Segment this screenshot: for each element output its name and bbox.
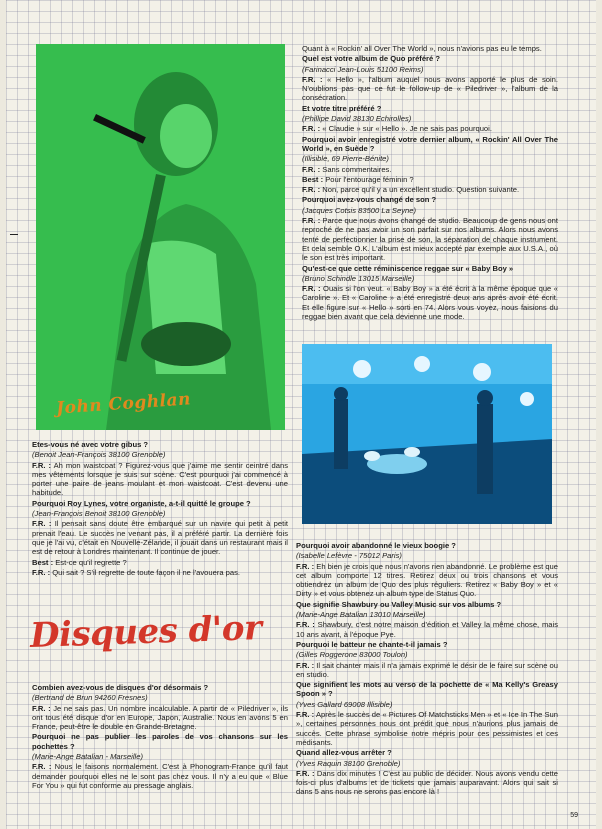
reader-question: Pourquoi avoir abandonné le vieux boogie ? — [296, 541, 456, 550]
answer-text: Eh bien je crois que nous n'avons rien abandonné. Le problème est que cet album comporte 12 titres. Retirez deux ou trois chansons et vous obtiendrez un album de Quo des plus réguliers. Retirez « Baby Boy » et « Dirty » et vous obtenez un album type de Status Quo. — [296, 561, 559, 599]
column-right-bottom — [296, 541, 558, 798]
reader-name: (Gilles Roggerone 83000 Toulon) — [296, 650, 408, 660]
answer-text: Pour l'entourage féminin ? — [323, 174, 414, 184]
answer-paragraph — [296, 769, 558, 797]
answer-paragraph — [32, 461, 288, 498]
answer-text: Est-ce qu'il regrette ? — [53, 557, 127, 567]
answer-text: Sans commentaires. — [320, 164, 392, 174]
reader-question: Pourquoi le batteur ne chante-t-il jamais ? — [296, 639, 448, 649]
reader-question: Quel est votre album de Quo préféré ? — [302, 54, 440, 64]
answer-paragraph — [302, 165, 558, 174]
answer-paragraph — [302, 185, 558, 194]
reader-name: (Farinacci Jean-Louis 51100 Reims) — [302, 64, 424, 74]
page-number: 59 — [570, 812, 578, 819]
photo-caption: John Coghlan — [55, 389, 192, 419]
reader-question: Pourquoi ne pas publier les paroles de vos chansons sur les pochettes ? — [32, 732, 288, 751]
reader-name: (Marie-Ange Batalian - Marseille) — [32, 752, 143, 762]
reader-name: (Jacques Cotsis 83500 La Seyne) — [302, 205, 416, 215]
reader-name: (Marie-Ange Batalian 13010 Marseille) — [296, 610, 426, 620]
speaker-label: F.R. : — [302, 164, 321, 174]
answer-paragraph — [32, 762, 288, 790]
speaker-label: F.R. : — [32, 567, 51, 577]
column-left-bottom — [32, 683, 288, 791]
answer-paragraph — [302, 75, 558, 103]
reader-name: (Jean-François Benoit 38100 Grenoble) — [32, 509, 166, 519]
speaker-label: F.R. : — [302, 185, 321, 195]
answer-text: Après le succès de « Pictures Of Matchsticks Men » et « Ice In The Sun », certaines personnes nous ont prédit que nous n'aurions plus jamais de succès. Cette phrase symbolise notre mépris pour ces pessimistes et ces médisants. — [296, 710, 559, 747]
answer-text: Il sait chanter mais il n'a jamais exprimé le désir de le faire sur scène ou en studio. — [296, 660, 559, 679]
answer-paragraph — [302, 284, 558, 321]
answer-paragraph — [296, 710, 558, 747]
reader-question: Pourquoi Roy Lynes, votre organiste, a-t-il quitté le groupe ? — [32, 498, 251, 508]
answer-text: « Hello », l'album auquel nous avons apporté le plus de soin. N'oublions pas que ce fut le follow-up de « Piledriver », l'album de la consécration. — [302, 74, 558, 103]
photo-john-coghlan — [36, 44, 285, 430]
speaker-label: F.R. : — [296, 768, 315, 778]
answer-text: Il pensait sans doute être embarqué sur un navire qui petit à petit prenait l'eau. Le succès ne venant pas, il a préféré partir. La dernière fois que je l'ai vu, c'était en Nouvelle-Zélande, il jouait dans un restaurant mais il est de retour à Londres maintenant. Il continue de jouer. — [32, 519, 288, 557]
reader-question: Et votre titre préféré ? — [302, 103, 382, 113]
answer-text: Qui sait ? S'il regrette de toute façon il ne l'avouera pas. — [50, 567, 241, 577]
answer-paragraph — [32, 704, 288, 732]
speaker-label: F.R. : — [296, 710, 315, 720]
photo-concert — [302, 344, 552, 524]
answer-text: Non, parce qu'il y a un excellent studio. Question suivante. — [320, 185, 520, 195]
column-right-top — [302, 44, 558, 322]
reader-question: Etes-vous né avec votre gibus ? — [32, 440, 149, 449]
magazine-page — [6, 0, 596, 829]
speaker-label: F.R. : — [32, 460, 52, 470]
margin-mark — [10, 234, 18, 235]
speaker-label: F.R. : — [296, 561, 315, 571]
answer-paragraph — [296, 620, 558, 639]
reader-name: (Yves Gallard 69008 Illisible) — [296, 699, 393, 709]
reader-question: Quand allez-vous arrêter ? — [296, 748, 392, 758]
reader-name: (Benoit Jean-François 38100 Grenoble) — [32, 450, 166, 460]
reader-name: (Bertrand de Brun 94260 Fresnes) — [32, 693, 148, 703]
section-headline: Disques d'or — [29, 607, 263, 657]
answer-text: Dans dix minutes ! C'est au public de décider. Nous avons vendu cette fois-ci plus d'albums et de tickets que jamais auparavant. Alors qui sait si dans 5 ans nous ne serons pas encore là ! — [296, 768, 558, 797]
answer-paragraph — [296, 661, 558, 680]
reader-question: Que signifie Shawbury ou Valley Music sur vos albums ? — [296, 599, 502, 609]
speaker-label: F.R. : — [296, 620, 315, 630]
reader-question: Pourquoi avoir enregistré votre dernier album, « Rockin' All Over The World », en Suède ? — [302, 134, 558, 153]
speaker-label: F.R. : — [302, 216, 321, 226]
speaker-label: F.R. : — [296, 660, 315, 670]
speaker-label: F.R. : — [302, 74, 323, 84]
speaker-label: Best : — [302, 174, 324, 184]
speaker-label: F.R. : — [32, 762, 52, 772]
speaker-label: F.R. : — [32, 519, 52, 529]
answer-paragraph — [32, 568, 288, 577]
reader-question: Qu'est-ce que cette réminiscence reggae sur « Baby Boy » — [302, 263, 514, 273]
speaker-label: F.R. : — [302, 124, 321, 134]
answer-text: Parce que nous avons changé de studio. Beaucoup de gens nous ont reproché de ne pas avoir un son parfait sur nos albums. Alors nous avons tenté de perfectionner la prise de son, la séparation de chaque instrument. Et cela semble O.K. L'album est mieux accepté par exemple aux U.S.A., où le son est très important. — [302, 216, 558, 263]
answer-text: Ah mon waistcoat ? Figurez-vous que j'aime me sentir ceintré dans mes vêtements lorsque je suis sur scène. C'est pourquoi j'ai commencé à porter une paire de jeans moulant et mon waistcoat. C'est devenu une habitude. — [32, 460, 289, 498]
column-left — [32, 440, 288, 578]
answer-paragraph — [32, 519, 288, 556]
reader-question: Que signifient les mots au verso de la pochette de « Ma Kelly's Greasy Spoon » ? — [296, 680, 558, 699]
speaker-label: Best : — [32, 557, 54, 567]
speaker-label: F.R. : — [32, 703, 51, 713]
reader-name: (Bruno Schindle 13015 Marseille) — [302, 273, 415, 283]
answer-paragraph — [302, 175, 558, 184]
answer-text: Nous le faisons normalement. C'est à Phonogram-France qu'il faut demander pourquoi elles ne le sont pas chez vous. Il n'y a eu que « Blue For You » qui fut conforme au pressage anglais. — [32, 762, 289, 790]
reader-name: (Phillipe David 38130 Echirolles) — [302, 114, 412, 124]
speaker-label: F.R. : — [302, 284, 321, 294]
answer-text: Je ne sais pas. Un nombre incalculable. A partir de « Piledriver », ils ont tous été disque d'or en Europe, Japon, Australie. Nous en avons 5 en France, peut-être le double en Grande-Bretagne. — [32, 703, 288, 732]
reader-name: (Illisible, 69 Pierre-Bénite) — [302, 154, 389, 164]
reader-question: Combien avez-vous de disques d'or désormais ? — [32, 683, 209, 692]
answer-paragraph — [302, 216, 558, 262]
answer-text: Shawbury, c'est notre maison d'édition et Valley la même chose, mais 10 ans avant, à l'époque Pye. — [296, 620, 558, 639]
answer-text: « Claudie » sur « Hello ». Je ne sais pas pourquoi. — [320, 124, 492, 134]
answer-paragraph — [296, 562, 558, 599]
answer-paragraph — [32, 558, 288, 567]
reader-question: Pourquoi avez-vous changé de son ? — [302, 195, 437, 205]
text-paragraph: Quant à « Rockin' all Over The World », nous n'avions pas eu le temps. — [302, 44, 542, 53]
reader-name: (Isabelle Lefèvre - 75012 Paris) — [296, 551, 402, 561]
answer-paragraph — [302, 124, 558, 133]
answer-text: Ouais si l'on veut. « Baby Boy » a été écrit à la même époque que « Caroline ». Et « Caroline » a été enregistré deux ans après avoir été écrit. Et elle figure sur « Hello » sorti en 74. Alors vous voyez, nous faisions du reggae bien avant que cela devienne une mode. — [302, 284, 558, 322]
reader-name: (Yves Raquin 38100 Grenoble) — [296, 758, 401, 768]
